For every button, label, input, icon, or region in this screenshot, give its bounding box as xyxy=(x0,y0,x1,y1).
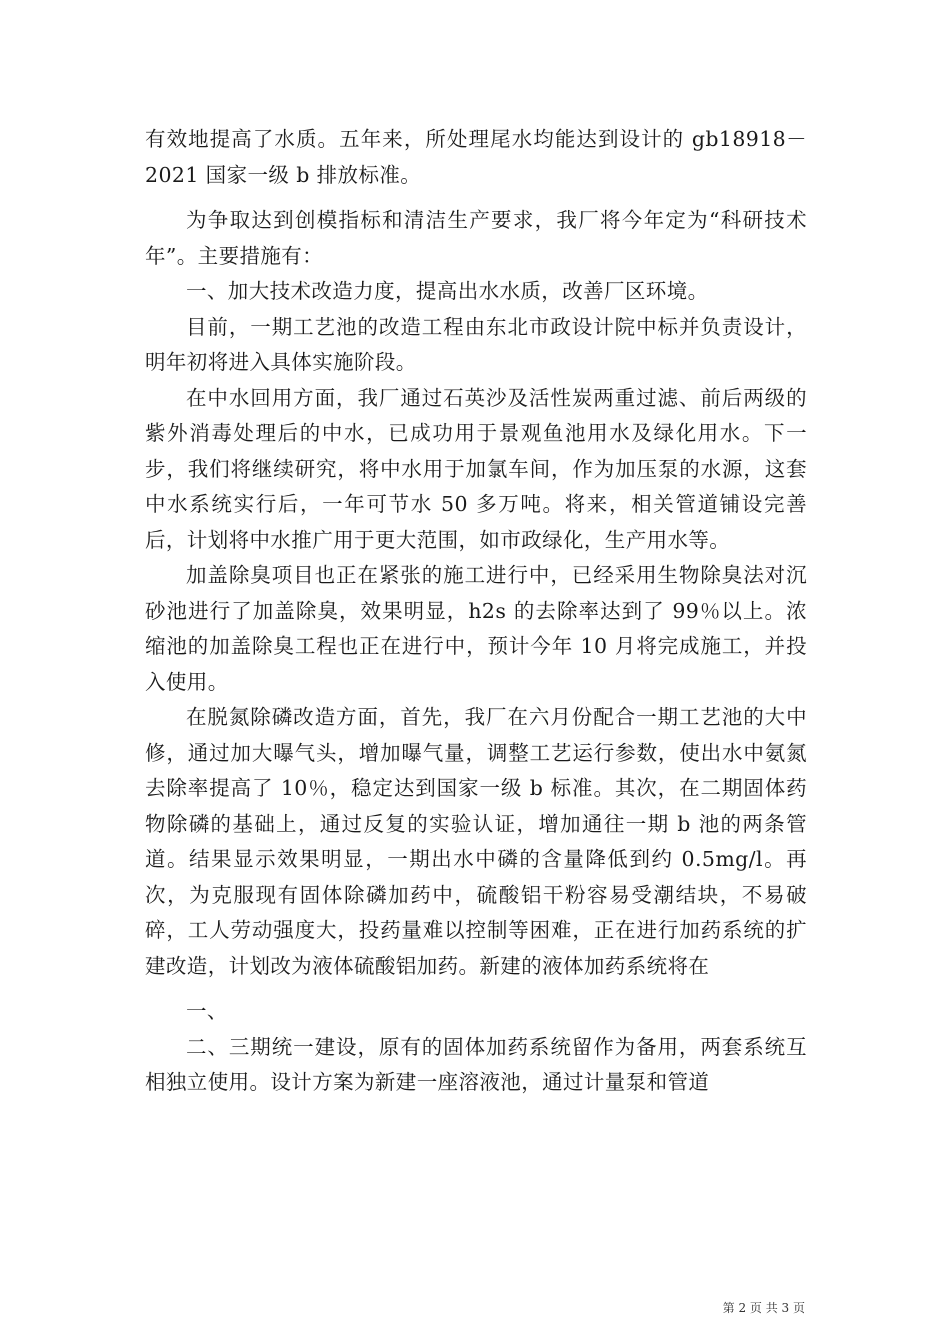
page-number-footer: 第 2 页 共 3 页 xyxy=(722,1301,805,1315)
paragraph-measure-heading: 一、加大技术改造力度，提高出水水质，改善厂区环境。 xyxy=(186,279,709,303)
paragraph-water-quality: 有效地提高了水质。五年来，所处理尾水均能达到设计的 gb18918－2021 国家一级 b 排放标准。 xyxy=(145,127,807,187)
document-body xyxy=(145,122,807,1101)
paragraph-fragment: 一、 xyxy=(186,999,228,1023)
paragraph-nitrogen-phosphorus: 在脱氮除磷改造方面，首先，我厂在六月份配合一期工艺池的大中修，通过加大曝气头，增加曝气量，调整工艺运行参数，使出水中氨氮去除率提高了 10％，稳定达到国家一级 b 标准。其次，在二期固体药物除磷的基础上，通过反复的实验认证，增加通往一期 b 池的两条管道。结果显示效果明显，一期出水中磷的含量降低到约 0.5mg/l。再次，为克服现有固体除磷加药中，硫酸铝干粉容易受潮结块，不易破碎，工人劳动强度大，投药量难以控制等困难，正在进行加药系统的扩建改造，计划改为液体硫酸铝加药。新建的液体加药系统将在 xyxy=(145,705,807,978)
paragraph-deodorization: 加盖除臭项目也正在紧张的施工进行中，已经采用生物除臭法对沉砂池进行了加盖除臭，效果明显，h2s 的去除率达到了 99％以上。浓缩池的加盖除臭工程也正在进行中，预计今年 10 月将完成施工，并投入使用。 xyxy=(145,563,807,694)
paragraph-phase-one-renovation: 目前，一期工艺池的改造工程由东北市政设计院中标并负责设计，明年初将进入具体实施阶段。 xyxy=(145,314,807,374)
paragraph-reclaimed-water: 在中水回用方面，我厂通过石英沙及活性炭两重过滤、前后两级的紫外消毒处理后的中水，已成功用于景观鱼池用水及绿化用水。下一步，我们将继续研究，将中水用于加氯车间，作为加压泵的水源，这套中水系统实行后，一年可节水 50 多万吨。将来，相关管道铺设完善后，计划将中水推广用于更大范围，如市政绿化，生产用水等。 xyxy=(145,385,807,552)
paragraph-phase-two-three: 二、三期统一建设，原有的固体加药系统留作为备用，两套系统互相独立使用。设计方案为新建一座溶液池，通过计量泵和管道 xyxy=(145,1034,807,1094)
paragraph-research-year: 为争取达到创模指标和清洁生产要求，我厂将今年定为“科研技术年”。主要措施有： xyxy=(145,208,807,268)
